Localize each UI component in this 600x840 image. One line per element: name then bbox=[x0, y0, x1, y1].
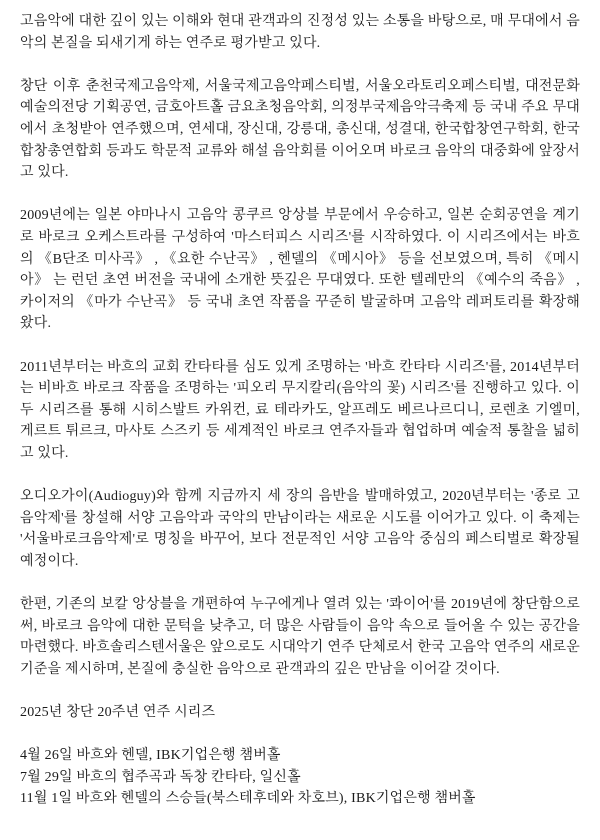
paragraph-intro-evaluation: 고음악에 대한 깊이 있는 이해와 현대 관객과의 진정성 있는 소통을 바탕으로, 매 무대에서 음악의 본질을 되새기게 하는 연주로 평가받고 있다. bbox=[20, 14, 580, 51]
paragraph-2009-masterpiece-series: 2009년에는 일본 야마나시 고음악 콩쿠르 앙상블 부문에서 우승하고, 일본 순회공연을 계기로 바로크 오케스트라를 구성하여 '마스터피스 시리즈'를 시작하였다. 이 시리즈에서는 바흐의 《B단조 미사곡》 , 《요한 수난곡》 , 헨델의 《메시아》 등을 선보였으며, 특히 《메시아》 는 런던 초연 버전을 국내에 소개한 뜻깊은 무대였다. 또한 텔레만의 《예수의 죽음》 , 카이저의 《마가 수난곡》 등 국내 초연 작품을 꾸준히 발굴하며 고음악 레퍼토리를 확장해 왔다. bbox=[20, 208, 580, 332]
paragraph-audioguy-festival: 오디오가이(Audioguy)와 함께 지금까지 세 장의 음반을 발매하였고, 2020년부터는 '종로 고음악제'를 창설해 서양 고음악과 국악의 만남이라는 새로운 시도를 이어가고 있다. 이 축제는 '서울바로크음악제'로 명칭을 바꾸어, 보다 전문적인 서양 고음악 중심의 페스티벌로 확장될 예정이다. bbox=[20, 489, 580, 569]
schedule-item-july: 7월 29일 바흐의 협주곡과 독창 칸타타, 일신홀 bbox=[20, 769, 301, 785]
schedule-item-november: 11월 1일 바흐와 헨델의 스승들(북스테후데와 차호브), IBK기업은행 챔버홀 bbox=[20, 791, 476, 807]
concert-schedule-list bbox=[20, 745, 580, 810]
schedule-item-april: 4월 26일 바흐와 헨델, IBK기업은행 챔버홀 bbox=[20, 748, 281, 764]
paragraph-2011-cantata-series: 2011년부터는 바흐의 교회 칸타타를 심도 있게 조명하는 '바흐 칸타타 시리즈'를, 2014년부터는 비바흐 바로크 작품을 조명하는 '피오리 무지칼리(음악의 꽃) 시리즈'를 진행하고 있다. 이 두 시리즈를 통해 시히스발트 카위컨, 료 테라카도, 알프레도 베르나르디니, 로렌초 기엘미, 게르트 튀르크, 마사토 스즈키 등 세계적인 바로크 연주자들과 협업하며 예술적 통찰을 넓히고 있다. bbox=[20, 359, 580, 461]
paragraph-festivals-collaborations: 창단 이후 춘천국제고음악제, 서울국제고음악페스티벌, 서울오라토리오페스티벌, 대전문화예술의전당 기획공연, 금호아트홀 금요초청음악회, 의정부국제음악극축제 등 국내 주요 무대에서 초청받아 연주했으며, 연세대, 장신대, 강릉대, 총신대, 성결대, 한국합창연구학회, 한국합창총연합회 등과도 학문적 교류와 해설 음악회를 이어오며 바로크 음악의 대중화에 앞장서고 있다. bbox=[20, 78, 580, 181]
series-heading-2025: 2025년 창단 20주년 연주 시리즈 bbox=[20, 705, 216, 720]
paragraph-choir-outlook: 한편, 기존의 보칼 앙상블을 개편하여 누구에게나 열려 있는 '콰이어'를 2019년에 창단함으로써, 바로크 음악에 대한 문턱을 낮추고, 더 많은 사람들이 음악 속으로 들어올 수 있는 공간을 마련했다. 바흐솔리스텐서울은 앞으로도 시대악기 연주 단체로서 한국 고음악 연주의 새로운 기준을 제시하며, 본질에 충실한 음악으로 관객과의 깊은 만남을 이어갈 것이다. bbox=[20, 597, 580, 677]
